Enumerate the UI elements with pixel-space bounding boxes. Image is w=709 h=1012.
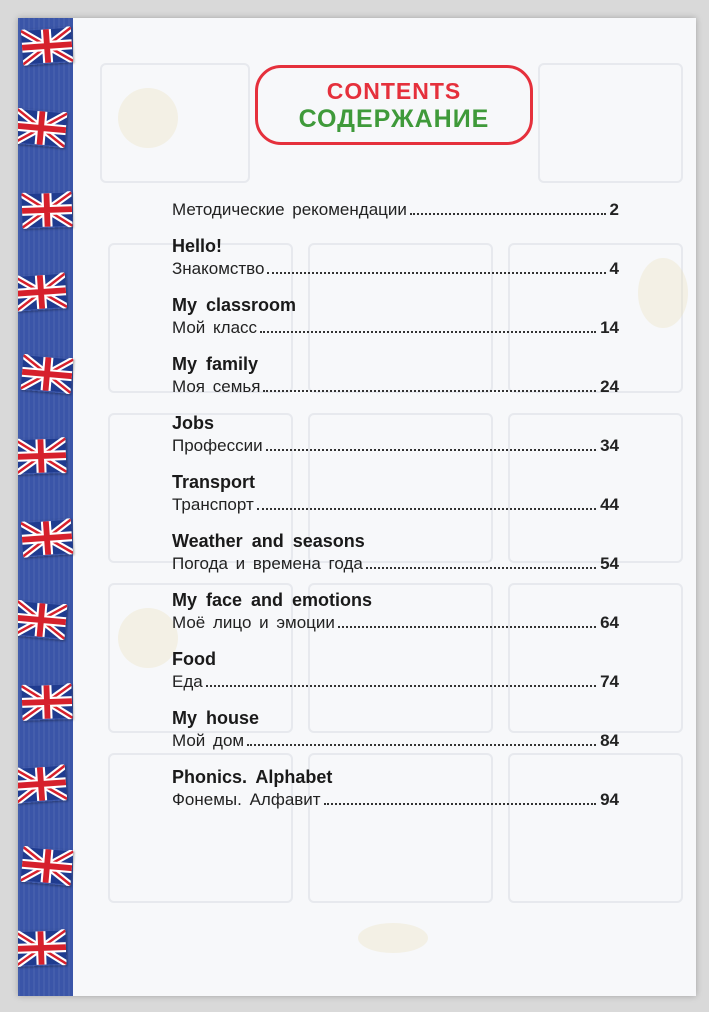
union-jack-flag-icon	[18, 764, 67, 803]
toc-entry-page: 84	[600, 731, 619, 750]
toc-entry-page: 14	[600, 318, 619, 337]
toc-entry	[172, 353, 619, 399]
toc-entry-heading: Jobs	[172, 413, 215, 433]
toc-entry-heading: My family	[172, 354, 259, 374]
union-jack-flag-icon	[18, 108, 67, 148]
contents-title-box	[255, 65, 533, 145]
toc-entry-page: 24	[600, 377, 619, 396]
toc-entry-page: 94	[600, 790, 619, 809]
toc-intro-page: 2	[609, 200, 619, 219]
union-jack-flag-icon	[21, 683, 72, 721]
union-jack-flag-icon	[21, 518, 73, 557]
union-jack-flag-icon	[18, 929, 67, 967]
toc-entry-row	[172, 670, 619, 694]
toc-entry-row	[172, 729, 619, 753]
table-of-contents	[172, 198, 619, 812]
dot-leader	[206, 685, 596, 687]
toc-entry-row	[172, 611, 619, 635]
toc-entry-row	[172, 316, 619, 340]
union-jack-flag-icon	[21, 354, 74, 394]
union-jack-flag-icon	[18, 437, 67, 475]
toc-entry-row	[172, 788, 619, 812]
background-illustration	[118, 88, 178, 148]
dot-leader	[267, 272, 605, 274]
toc-entry	[172, 648, 619, 694]
toc-entry-page: 64	[600, 613, 619, 632]
toc-entry	[172, 589, 619, 635]
toc-entry-heading: Food	[172, 649, 216, 669]
toc-entry-heading: My classroom	[172, 295, 297, 315]
book-page	[18, 18, 696, 996]
union-jack-flag-icon	[18, 600, 67, 640]
toc-entry	[172, 412, 619, 458]
union-jack-flag-icon	[18, 272, 67, 311]
toc-entry	[172, 530, 619, 576]
dot-leader	[247, 744, 596, 746]
toc-entry	[172, 294, 619, 340]
union-jack-flag-icon	[21, 26, 73, 65]
toc-entry-label: Знакомство	[172, 259, 265, 278]
toc-intro-row	[172, 198, 619, 222]
toc-entry-heading: Weather and seasons	[172, 531, 365, 551]
toc-entry-row	[172, 434, 619, 458]
toc-entry-label: Мой класс	[172, 318, 258, 337]
toc-entry-label: Еда	[172, 672, 203, 691]
toc-entry-row	[172, 257, 619, 281]
toc-sections	[172, 235, 619, 812]
background-illustration	[358, 923, 428, 953]
toc-entry-label: Моё лицо и эмоции	[172, 613, 335, 632]
toc-entry-page: 34	[600, 436, 619, 455]
toc-entry	[172, 235, 619, 281]
toc-entry-page: 4	[609, 259, 619, 278]
dot-leader	[324, 803, 596, 805]
toc-entry-heading: My face and emotions	[172, 590, 373, 610]
toc-intro-label: Методические рекомендации	[172, 200, 407, 219]
toc-entry	[172, 766, 619, 812]
toc-entry-page: 74	[600, 672, 619, 691]
union-jack-flag-icon	[21, 191, 72, 229]
background-illustration	[638, 258, 688, 328]
background-illustration	[538, 63, 683, 183]
background-illustration	[118, 608, 178, 668]
union-jack-flag-icon	[21, 846, 74, 886]
dot-leader	[266, 449, 597, 451]
toc-entry-label: Транспорт	[172, 495, 254, 514]
dot-leader	[366, 567, 596, 569]
toc-entry-label: Фонемы. Алфавит	[172, 790, 321, 809]
toc-entry-heading: Hello!	[172, 236, 223, 256]
toc-entry-heading: Phonics. Alphabet	[172, 767, 333, 787]
toc-entry-label: Профессии	[172, 436, 263, 455]
toc-entry-label: Мой дом	[172, 731, 245, 750]
toc-entry-heading: Transport	[172, 472, 256, 492]
dot-leader	[260, 331, 596, 333]
toc-entry-page: 54	[600, 554, 619, 573]
toc-entry	[172, 707, 619, 753]
toc-entry-heading: My house	[172, 708, 260, 728]
dot-leader	[410, 213, 606, 215]
toc-entry-row	[172, 493, 619, 517]
toc-entry-row	[172, 375, 619, 399]
title-english: CONTENTS	[326, 78, 462, 104]
dot-leader	[257, 508, 596, 510]
toc-entry-label: Моя семья	[172, 377, 261, 396]
title-russian: СОДЕРЖАНИЕ	[298, 105, 490, 133]
dot-leader	[263, 390, 596, 392]
toc-entry-row	[172, 552, 619, 576]
toc-entry-label: Погода и времена года	[172, 554, 363, 573]
toc-entry	[172, 471, 619, 517]
dot-leader	[338, 626, 596, 628]
toc-entry-page: 44	[600, 495, 619, 514]
